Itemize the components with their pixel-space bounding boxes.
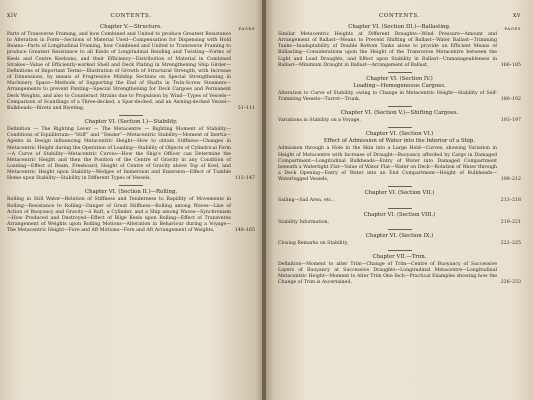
chapter-summary: [278, 118, 521, 124]
running-head: [7, 12, 255, 24]
contents-list: [278, 24, 521, 286]
page-range: 51–111: [237, 105, 255, 111]
section-divider: [119, 115, 143, 116]
page-range: 226–233: [500, 280, 521, 286]
page-range: 166–185: [500, 62, 521, 68]
summary-text: Closing Remarks on Stability,: [278, 240, 348, 246]
contents-entry: PAGES Chapter VI. (Section III.)—Ballasting. Similar Metacentric Heights at Different Draughts—Wind Pressure—Amount and Arrangement of Ballast—Means to Prevent Shifting of Ballast—Water Ballast—Trimming Tanks—Inadaptability of Double Bottom Tanks alone to provide an Efficient Means of Ballasting—Considerations upon the Height of the Transverse Metacentre between the Light and Load Draughts, and Effect upon Stability in Ballast—Unmanageableness in Ballast—Minimum Draught in Ballast—Arrangement of Ballast, 166–185: [278, 24, 521, 68]
left-page: [0, 0, 263, 400]
contents-entry: PAGES Chapter V.—Structure. Parts of Transverse Framing, and how Combined and United to produce Greatest Resistance to Alteration in Form—Sections of Material Used—Compensation for Dispensing with Hold Beams—Parts of Longitudinal Framing, how Combined and United to Transverse Framing to produce Greatest Resistance to all Kinds of Longitudinal Bending and Twisting—Forms of Keels and Centre Keelsons, and their Efficiency—Distribution of Material in Combined Strakes—Value of Efficiently-worked Shell and Deck Plating in Strengthening Ship Girder—Definitions of Important Terms—Illustration of Growth of Structural Strength, with Increase of Dimensions, by means of Progressive Midship Sections on Special Strengthening in Machinery Space—Methods of Supporting the End of Shafts in Twin-Screw Steamers—Arrangements to prevent Panting—Special Strengthening for Deck Cargoes and Permanent Deck Weights, and also to Counteract Strains due to Propulsion by Wind—Types of Vessels—Comparison of Scantlings of a Three-decked, a Spar-decked, and an Awning-decked Vessel—Bulkheads—Rivets and Riveting, 51–111: [7, 24, 255, 111]
summary-text: Definition—Moment to alter Trim—Change of Trim—Centre of Buoyancy of Successive Layers of Buoyancy at Successive Draughts—Longitudinal Metacentre—Longitudinal Metacentric Height—Moment to Alter Trim One Inch—Practical Examples showing how the Change of Trim is Ascertained,: [278, 261, 497, 286]
chapter-summary: [278, 262, 521, 287]
running-head-title: CONTENTS.: [378, 13, 420, 19]
summary-text: Alteration to Curve of Stability, owing to Change in Metacentric Height—Stability of Self-Trimming Vessels—Turret—Trunk,: [278, 90, 497, 103]
chapter-summary: [278, 146, 521, 183]
section-divider: [388, 208, 412, 209]
right-page: [266, 0, 533, 400]
contents-entry: [278, 127, 521, 183]
page-number: xv: [513, 12, 521, 19]
chapter-title: Chapter VI. (Section V.)—Shifting Cargoes.: [340, 110, 459, 117]
contents-entry: [7, 185, 255, 234]
contents-entry: [7, 115, 255, 182]
chapter-summary: [7, 127, 255, 182]
section-divider: [388, 127, 412, 128]
contents-entry: [278, 72, 521, 103]
chapter-summary: [278, 32, 521, 69]
summary-text: Rolling in Still Water—Relation of Stiffness and Tenderness to Rapidity of Movements in Rolling—Resistance to Rolling—Danger of Great Stiffness—Rolling among Waves—Line of Action of Buoyancy and Gravity—A Raft, a Cylinder, and a Ship among Waves—Synchronism—How Produced and Destroyed—Effect of Bilge Keels upon Rolling—Effect of Transverse Arrangement of Weights upon Rolling Motions—Alteration in Behaviour during a Voyage—The Metacentric Height—Fore and Aft Motions—Fore and Aft Arrangement of Weights,: [7, 197, 231, 234]
chapter-title: Chapter VI. (Section VI.): [365, 131, 434, 138]
chapter-subtitle: Effect of Admission of Water into the Interior of a Ship.: [323, 138, 476, 145]
page-range: 112–147: [234, 176, 255, 182]
section-divider: [388, 229, 412, 230]
chapter-title: Chapter VI. (Section II.)—Rolling.: [84, 189, 178, 196]
section-divider: [388, 186, 412, 187]
chapter-title: Chapter VI. (Section IX.): [365, 232, 434, 239]
page-range: 193–197: [500, 118, 521, 124]
running-head: [278, 12, 521, 24]
chapter-summary: [7, 197, 255, 234]
page-range: 198–212: [500, 177, 521, 183]
contents-entry: [278, 208, 521, 226]
page-range: 186–192: [500, 97, 521, 103]
section-divider: [119, 185, 143, 186]
contents-entry: [278, 229, 521, 247]
chapter-title: Chapter VI. (Section I.)—Stability.: [84, 119, 178, 126]
chapter-summary: [278, 198, 521, 204]
contents-entry: [278, 250, 521, 287]
chapter-summary: [278, 91, 521, 103]
chapter-summary: [7, 32, 255, 112]
chapter-title: Chapter VI. (Section VII.): [364, 190, 435, 197]
summary-text: Sailing—Sail Area, etc.,: [278, 198, 335, 204]
chapter-title: Chapter VI. (Section IV.): [366, 75, 433, 82]
page-range: 222–225: [500, 240, 521, 246]
contents-entry: [278, 186, 521, 204]
summary-text: Definition — The Righting Lever — The Metacentre — Righting Moment of Stability—Conditions of Equilibrium—“Stiff” and “Tender”—Metacentric Stability—Moment of Inertia—Agents in Design influencing Metacentric Height—How to obtain Stiffness—Changes in Metacentric Height during the Operation of Loading—Stability of Objects of Cylindrical Form—A Curve of Stability—Metacentric Curves—How the Ship's Officer can Determine the Metacentric Height and then the Position of the Centre of Gravity in any Condition of Loading—Effect of Beam, Freeboard, Height of Centre of Gravity above Top of Keel, and Metacentric Height upon Stability—Wedges of Immersion and Emersion—Effect of Tumble Home upon Stability—Stability in Different Types of Vessels,: [7, 127, 231, 182]
chapter-summary: [278, 241, 521, 247]
chapter-title: Chapter VI. (Section III.)—Ballasting.: [348, 24, 451, 30]
chapter-subtitle: Loading—Homogeneous Cargoes.: [353, 82, 446, 89]
summary-text: Parts of Transverse Framing, and how Combined and United to produce Greatest Resistance to Alteration in Form—Sections of Material Used—Compensation for Dispensing with Hold Beams—Parts of Longitudinal Framing, how Combined and United to Transverse Framing to produce Greatest Resistance to all Kinds of Longitudinal Bending and Twisting—Forms of Keels and Centre Keelsons, and their Efficiency—Distribution of Material in Combined Strakes—Value of Efficiently-worked Shell and Deck Plating in Strengthening Ship Girder—Definitions of Important Terms—Illustration of Growth of Structural Strength, with Increase of Dimensions, by means of Progressive Midship Sections on Special Strengthening in Machinery Space—Methods of Supporting the End of Shafts in Twin-Screw Steamers—Arrangements to prevent Panting—Special Strengthening for Deck Cargoes and Permanent Deck Weights, and also to Counteract Strains due to Propulsion by Wind—Types of Vessels—Comparison of Scantlings of a Three-decked, a Spar-decked, and an Awning-decked Vessel—Bulkheads—Rivets and Riveting,: [7, 32, 231, 111]
summary-text: Variations in Stability on a Voyage,: [278, 118, 361, 124]
summary-text: Stability Information,: [278, 219, 330, 225]
page-range: 148–165: [234, 228, 255, 234]
section-divider: [388, 250, 412, 251]
chapter-title: Chapter VI. (Section VIII.): [363, 211, 436, 218]
contents-entry: [278, 106, 521, 124]
section-divider: [388, 106, 412, 107]
summary-text: Admission through a Hole in the Skin into a Large Hold—Curves, showing Variation in Height of Metacentre with Increase of Draught—Buoyancy afforded by Cargo in Damaged Compartment—Longitudinal Bulkheads—Entry of Water into Damaged Compartment beneath a Watertight Flat—Value of Water Flat—Water on Deck—Rotation of Water through a Deck Opening—Entry of Water into an End Compartment—Height of Bulkheads—Waterlogged Vessels,: [278, 146, 497, 183]
running-head-title: CONTENTS.: [110, 13, 152, 19]
summary-text: Similar Metacentric Heights at Different Draughts—Wind Pressure—Amount and Arrangement of Ballast—Means to Prevent Shifting of Ballast—Water Ballast—Trimming Tanks—Inadaptability of Double Bottom Tanks alone to provide an Efficient Means of Ballasting—Considerations upon the Height of the Transverse Metacentre between the Light and Load Draughts, and Effect upon Stability in Ballast—Unmanageableness in Ballast—Minimum Draught in Ballast—Arrangement of Ballast,: [278, 32, 497, 68]
page-range: 213–218: [500, 198, 521, 204]
chapter-title: Chapter VII.—Trim.: [372, 253, 427, 260]
page-number: xiv: [7, 12, 18, 19]
section-divider: [388, 72, 412, 73]
page-range: 219–221: [500, 219, 521, 225]
chapter-title: Chapter V.—Structure.: [99, 24, 162, 30]
chapter-summary: [278, 220, 521, 226]
contents-list: [7, 24, 255, 234]
